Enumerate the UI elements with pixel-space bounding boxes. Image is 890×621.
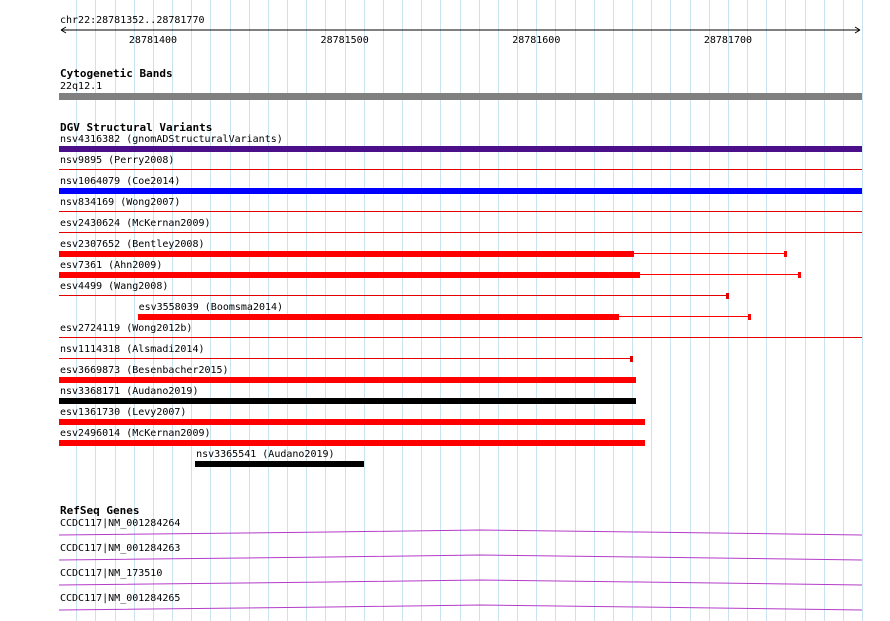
variant-end-cap <box>726 293 729 299</box>
ruler-line <box>61 27 860 33</box>
locus-label: chr22:28781352..28781770 <box>60 15 205 26</box>
variant-bar[interactable] <box>59 440 645 446</box>
gene-intron-line <box>59 530 862 535</box>
gene-intron-line <box>59 605 862 610</box>
variant-bar[interactable] <box>59 251 634 257</box>
variant-label: nsv3365541 (Audano2019) <box>196 449 335 460</box>
gene-label: CCDC117|NM_001284263 <box>60 543 181 554</box>
variant-end-cap <box>630 356 633 362</box>
variant-label: nsv834169 (Wong2007) <box>60 197 181 208</box>
dgv-track-title: DGV Structural Variants <box>60 121 213 134</box>
variant-bar[interactable] <box>59 146 862 152</box>
refseq-track-title: RefSeq Genes <box>60 504 140 517</box>
ruler-tick-label: 28781700 <box>703 35 753 46</box>
variant-label: nsv4316382 (gnomADStructuralVariants) <box>60 134 283 145</box>
gene-label: CCDC117|NM_173510 <box>60 568 163 579</box>
ruler-tick-label: 28781400 <box>128 35 178 46</box>
variant-bar[interactable] <box>59 188 862 194</box>
variant-bar[interactable] <box>59 358 632 359</box>
gene-intron-line <box>59 580 862 585</box>
variant-extension-line <box>619 316 749 317</box>
variant-end-cap <box>784 251 787 257</box>
variant-label: nsv1064079 (Coe2014) <box>60 176 181 187</box>
variant-label: esv1361730 (Levy2007) <box>60 407 187 418</box>
variant-extension-line <box>634 253 785 254</box>
variant-label: esv2307652 (Bentley2008) <box>60 239 205 250</box>
variant-label: nsv3368171 (Audano2019) <box>60 386 199 397</box>
cytoband-label: 22q12.1 <box>60 81 103 92</box>
variant-label: nsv9895 (Perry2008) <box>60 155 175 166</box>
ruler-tick-label: 28781600 <box>512 35 561 46</box>
cytoband-track-title: Cytogenetic Bands <box>60 67 173 80</box>
variant-extension-line <box>640 274 799 275</box>
variant-bar[interactable] <box>138 314 619 320</box>
variant-bar[interactable] <box>59 272 640 278</box>
variant-bar[interactable] <box>59 377 636 383</box>
variant-bar[interactable] <box>59 419 645 425</box>
ruler-axis[interactable] <box>0 25 890 35</box>
variant-bar[interactable] <box>59 169 862 170</box>
variant-label: esv2724119 (Wong2012b) <box>60 323 193 334</box>
gene-intron-line <box>59 555 862 560</box>
variant-bar[interactable] <box>59 398 636 404</box>
variant-label: esv2496014 (McKernan2009) <box>60 428 211 439</box>
gene-label: CCDC117|NM_001284264 <box>60 518 181 529</box>
variant-end-cap <box>748 314 751 320</box>
variant-bar[interactable] <box>195 461 364 467</box>
variant-end-cap <box>798 272 801 278</box>
variant-bar[interactable] <box>59 295 728 296</box>
variant-label: esv2430624 (McKernan2009) <box>60 218 211 229</box>
variant-label: nsv1114318 (Alsmadi2014) <box>60 344 205 355</box>
variant-bar[interactable] <box>59 337 862 338</box>
variant-label: esv3669873 (Besenbacher2015) <box>60 365 229 376</box>
variant-label: esv3558039 (Boomsma2014) <box>138 302 284 313</box>
variant-bar[interactable] <box>59 232 862 233</box>
gene-label: CCDC117|NM_001284265 <box>60 593 181 604</box>
variant-label: esv4499 (Wang2008) <box>60 281 169 292</box>
cytoband-bar[interactable] <box>59 93 862 100</box>
variant-label: esv7361 (Ahn2009) <box>60 260 163 271</box>
ruler-tick-label: 28781500 <box>320 35 369 46</box>
variant-bar[interactable] <box>59 211 862 212</box>
